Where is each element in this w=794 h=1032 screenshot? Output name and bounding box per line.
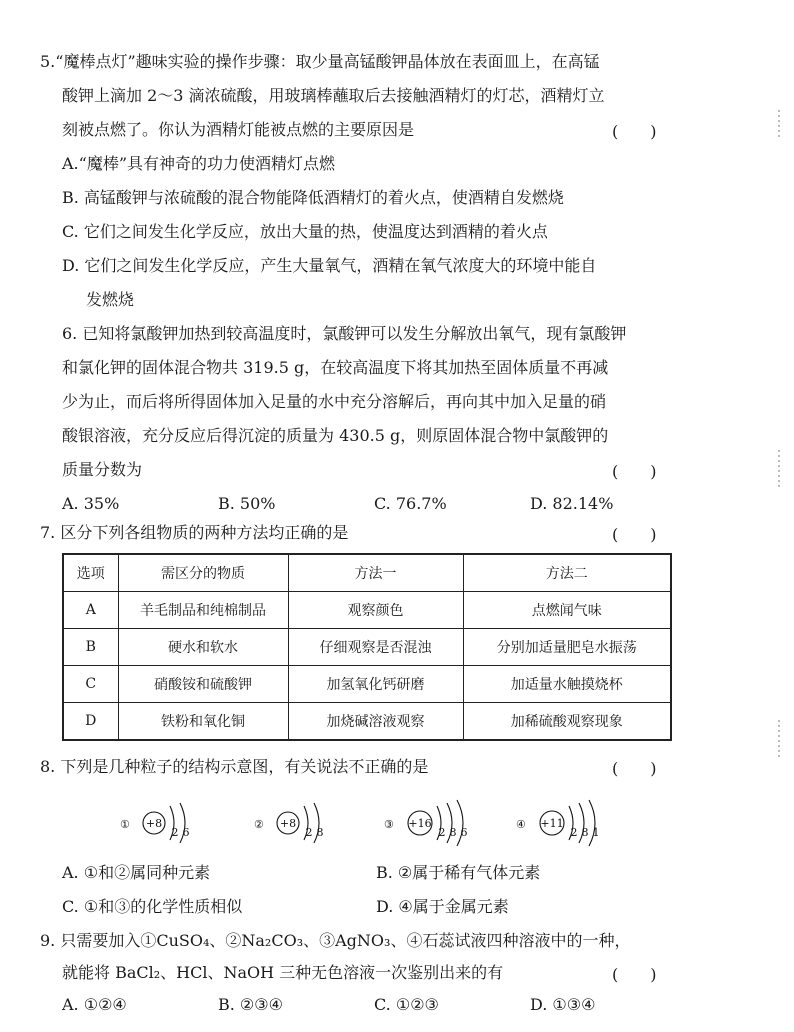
table-cell: 点燃闻气味 <box>463 592 671 629</box>
table-cell: 仔细观察是否混浊 <box>288 629 463 666</box>
atom-diagram-2 <box>254 800 364 846</box>
q9-option-c: C. ①②③ <box>374 995 439 1014</box>
q5-answer-blank: ( ) <box>612 122 657 141</box>
atom-diagram-4 <box>516 800 636 846</box>
table-row <box>63 666 671 703</box>
atom-label: ③ <box>384 818 394 831</box>
table-cell: B <box>63 629 118 666</box>
q5-stem-line2: 酸钾上滴加 2～3 滴浓硫酸，用玻璃棒蘸取后去接触酒精灯的灯芯，酒精灯立 <box>62 86 605 105</box>
q8-option-a: A. ①和②属同种元素 <box>62 863 211 882</box>
q5-option-a: A.“魔棒”具有神奇的功力使酒精灯点燃 <box>62 154 336 173</box>
q7-answer-blank: ( ) <box>612 525 657 544</box>
table-header: 选项 <box>63 554 118 592</box>
electron-count: 8 <box>449 826 457 839</box>
q9-option-b: B. ②③④ <box>218 995 283 1014</box>
q8-stem: 8. 下列是几种粒子的结构示意图，有关说法不正确的是 <box>40 757 429 776</box>
table-row <box>63 703 671 741</box>
q7-stem: 7. 区分下列各组物质的两种方法均正确的是 <box>40 523 349 542</box>
q6-stem-line3: 少为止，而后将所得固体加入足量的水中充分溶解后，再向其中加入足量的硝 <box>62 392 607 411</box>
comparison-table <box>62 553 672 741</box>
q6-option-a: A. 35% <box>62 494 120 513</box>
q8-option-c: C. ①和③的化学性质相似 <box>62 897 243 916</box>
table-cell: 加稀硫酸观察现象 <box>463 703 671 741</box>
q6-answer-blank: ( ) <box>612 462 657 481</box>
q6-stem-line4: 酸银溶液，充分反应后得沉淀的质量为 430.5 g，则原固体混合物中氯酸钾的 <box>62 426 609 445</box>
table-header: 需区分的物质 <box>118 554 288 592</box>
q5-stem-line3: 刻被点燃了。你认为酒精灯能被点燃的主要原因是 <box>62 120 415 139</box>
q8-option-b: B. ②属于稀有气体元素 <box>376 863 541 882</box>
electron-count: 6 <box>182 826 190 839</box>
scan-edge-mark <box>778 110 780 140</box>
table-cell: 铁粉和氧化铜 <box>118 703 288 741</box>
q9-option-a: A. ①②④ <box>62 995 127 1014</box>
nucleus-charge: +8 <box>279 817 297 830</box>
table-cell: 加烧碱溶液观察 <box>288 703 463 741</box>
electron-shell-arc <box>589 800 595 846</box>
table-cell: 羊毛制品和纯棉制品 <box>118 592 288 629</box>
q9-stem-line1: 9. 只需要加入①CuSO₄、②Na₂CO₃、③AgNO₃、④石蕊试液四种溶液中的一种， <box>40 931 631 950</box>
table-cell: D <box>63 703 118 741</box>
scan-edge-mark <box>778 720 780 760</box>
q5-option-d-line1: D. 它们之间发生化学反应，产生大量氧气，酒精在氧气浓度大的环境中能自 <box>62 256 597 275</box>
table-row <box>63 629 671 666</box>
q5-option-c: C. 它们之间发生化学反应，放出大量的热，使温度达到酒精的着火点 <box>62 222 548 241</box>
electron-count: 2 <box>438 826 446 839</box>
q6-stem-line5: 质量分数为 <box>62 460 143 479</box>
atom-diagram-3 <box>384 800 504 846</box>
atom-label: ① <box>120 818 130 831</box>
table-cell: 加适量水触摸烧杯 <box>463 666 671 703</box>
table-cell: 硝酸铵和硫酸钾 <box>118 666 288 703</box>
q6-option-c: C. 76.7% <box>374 494 447 513</box>
electron-count: 2 <box>570 826 578 839</box>
atom-label: ④ <box>516 818 526 831</box>
atom-label: ② <box>254 818 264 831</box>
electron-count: 2 <box>171 826 179 839</box>
q5-option-d-line2: 发燃烧 <box>86 290 135 309</box>
q6-option-b: B. 50% <box>218 494 276 513</box>
q6-stem-line1: 6. 已知将氯酸钾加热到较高温度时，氯酸钾可以发生分解放出氧气，现有氯酸钾 <box>62 324 627 343</box>
q5-option-b: B. 高锰酸钾与浓硫酸的混合物能降低酒精灯的着火点，使酒精自发燃烧 <box>62 188 564 207</box>
table-cell: C <box>63 666 118 703</box>
nucleus-charge: +11 <box>540 817 564 830</box>
q8-option-d: D. ④属于金属元素 <box>376 897 509 916</box>
q9-stem-line2: 就能将 BaCl₂、HCl、NaOH 三种无色溶液一次鉴别出来的有 <box>62 963 504 982</box>
electron-count: 6 <box>460 826 468 839</box>
q8-answer-blank: ( ) <box>612 759 657 778</box>
table-cell: 加氢氧化钙研磨 <box>288 666 463 703</box>
atom-diagram-1 <box>120 800 230 846</box>
electron-count: 1 <box>592 826 600 839</box>
electron-shell-arc <box>457 800 463 846</box>
q6-option-d: D. 82.14% <box>530 494 614 513</box>
q6-stem-line2: 和氯化钾的固体混合物共 319.5 g，在较高温度下将其加热至固体质量不再减 <box>62 358 609 377</box>
table-header: 方法一 <box>288 554 463 592</box>
table-row <box>63 592 671 629</box>
q5-stem-line1: 5.“魔棒点灯”趣味实验的操作步骤：取少量高锰酸钾晶体放在表面皿上，在高锰 <box>40 52 600 71</box>
q9-option-d: D. ①③④ <box>530 995 596 1014</box>
table-cell: A <box>63 592 118 629</box>
table-cell: 观察颜色 <box>288 592 463 629</box>
nucleus-charge: +8 <box>145 817 163 830</box>
nucleus-charge: +16 <box>408 817 432 830</box>
electron-count: 2 <box>305 826 313 839</box>
scan-edge-mark <box>778 450 780 490</box>
table-header: 方法二 <box>463 554 671 592</box>
electron-count: 8 <box>581 826 589 839</box>
table-header-row <box>63 554 671 592</box>
electron-count: 8 <box>316 826 324 839</box>
q9-answer-blank: ( ) <box>612 965 657 984</box>
table-cell: 硬水和软水 <box>118 629 288 666</box>
table-cell: 分别加适量肥皂水振荡 <box>463 629 671 666</box>
